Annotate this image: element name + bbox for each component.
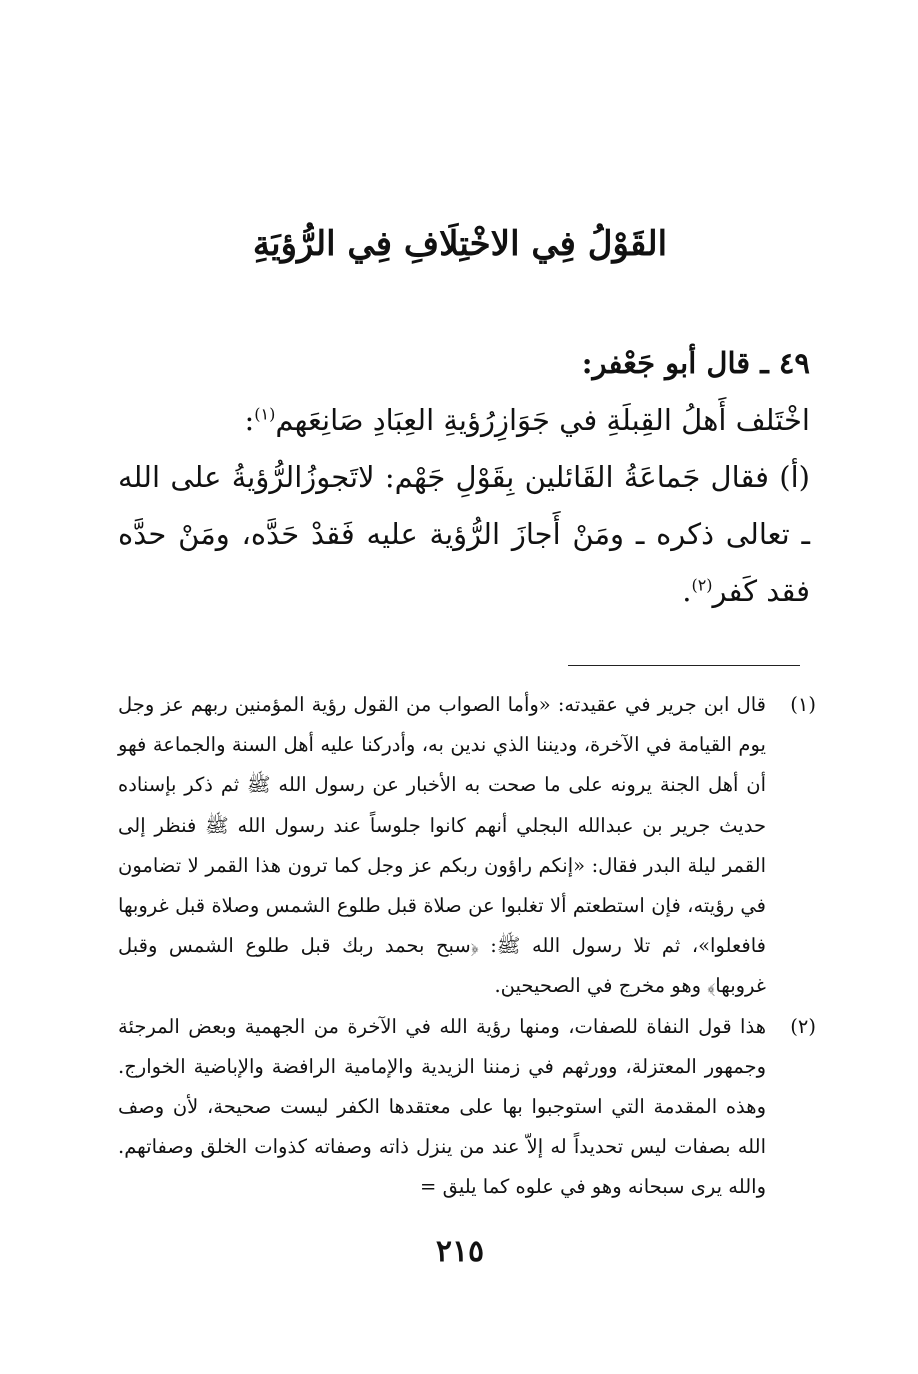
main-paragraph-end: . [682, 574, 692, 608]
main-line-1-end: : [244, 403, 255, 437]
main-text [118, 335, 810, 620]
footnote-ref-1[interactable]: (١) [254, 404, 276, 424]
footnote-ref-2[interactable]: (٢) [691, 575, 713, 595]
footnote-number-1: (١) [790, 693, 816, 716]
chapter-title: القَوْلُ فِي الاخْتِلَافِ فِي الرُّؤيَةِ [252, 224, 668, 264]
footnote-text-1: قال ابن جرير في عقيدته: «وأما الصواب من القول رؤية المؤمنين ربهم عز وجل يوم القيامة في الآخرة، وديننا الذي ندين به، وأدركنا عليه أهل السنة والجماعة فهو أن أهل الجنة يرونه على ما صحت به الأخبار عن رسول الله ﷺ ثم ذكر بإسناده حديث جرير بن عبدالله البجلي أنهم كانوا جلوساً عند رسول الله ﷺ فنظر إلى القمر ليلة البدر فقال: «إنكم راؤون ربكم عز وجل كما ترون هذا القمر لا تضامون في رؤيته، فإن استطعتم ألا تغلبوا عن صلاة قبل طلوع الشمس وصلاة قبل غروبها فافعلوا»، ثم تلا رسول الله ﷺ: ﴿سبح بحمد ربك قبل طلوع الشمس وقبل غروبها﴾ وهو مخرج في الصحيحين. [118, 693, 766, 998]
footnote-1 [118, 685, 816, 1007]
footnote-number-2: (٢) [790, 1014, 816, 1038]
footnote-divider [568, 665, 800, 666]
footnote-2 [118, 1007, 816, 1208]
section-heading: ٤٩ ـ قال أبو جَعْفر: [581, 346, 810, 380]
footnote-text-2: هذا قول النفاة للصفات، ومنها رؤية الله في الآخرة من الجهمية وبعض المرجئة وجمهور المعتزلة، وورثهم في زمننا الزيدية والإمامية الرافضة والإباضية الخوارج. وهذه المقدمة التي استوجبوا بها على معتقدها الكفر ليست صحيحة، لأن وصف الله بصفات ليس تحديداً له إلاّ عند من ينزل ذاته وصفاته كذوات الخلق وصفاتهم. والله يرى سبحانه وهو في علوه كما يليق = [118, 1014, 766, 1199]
main-line-1 [118, 392, 810, 449]
footnotes [118, 685, 816, 1208]
main-paragraph-text: (أ) فقال جَماعَةُ القَائلين بِقَوْلِ جَهْم: لاتَجوزُالرُّؤيةُ على الله ـ تعالى ذكره ـ ومَنْ أَجازَ الرُّؤية عليه فَقدْ حَدَّه، ومَنْ حدَّه فقد كَفر [118, 460, 810, 608]
main-paragraph [118, 449, 810, 620]
main-line-1-text: اخْتَلف أَهلُ القِبلَةِ في جَوَازِرُؤيةِ العِبَادِ صَانِعَهم [275, 403, 810, 437]
page-number: ٢١٥ [435, 1234, 485, 1269]
